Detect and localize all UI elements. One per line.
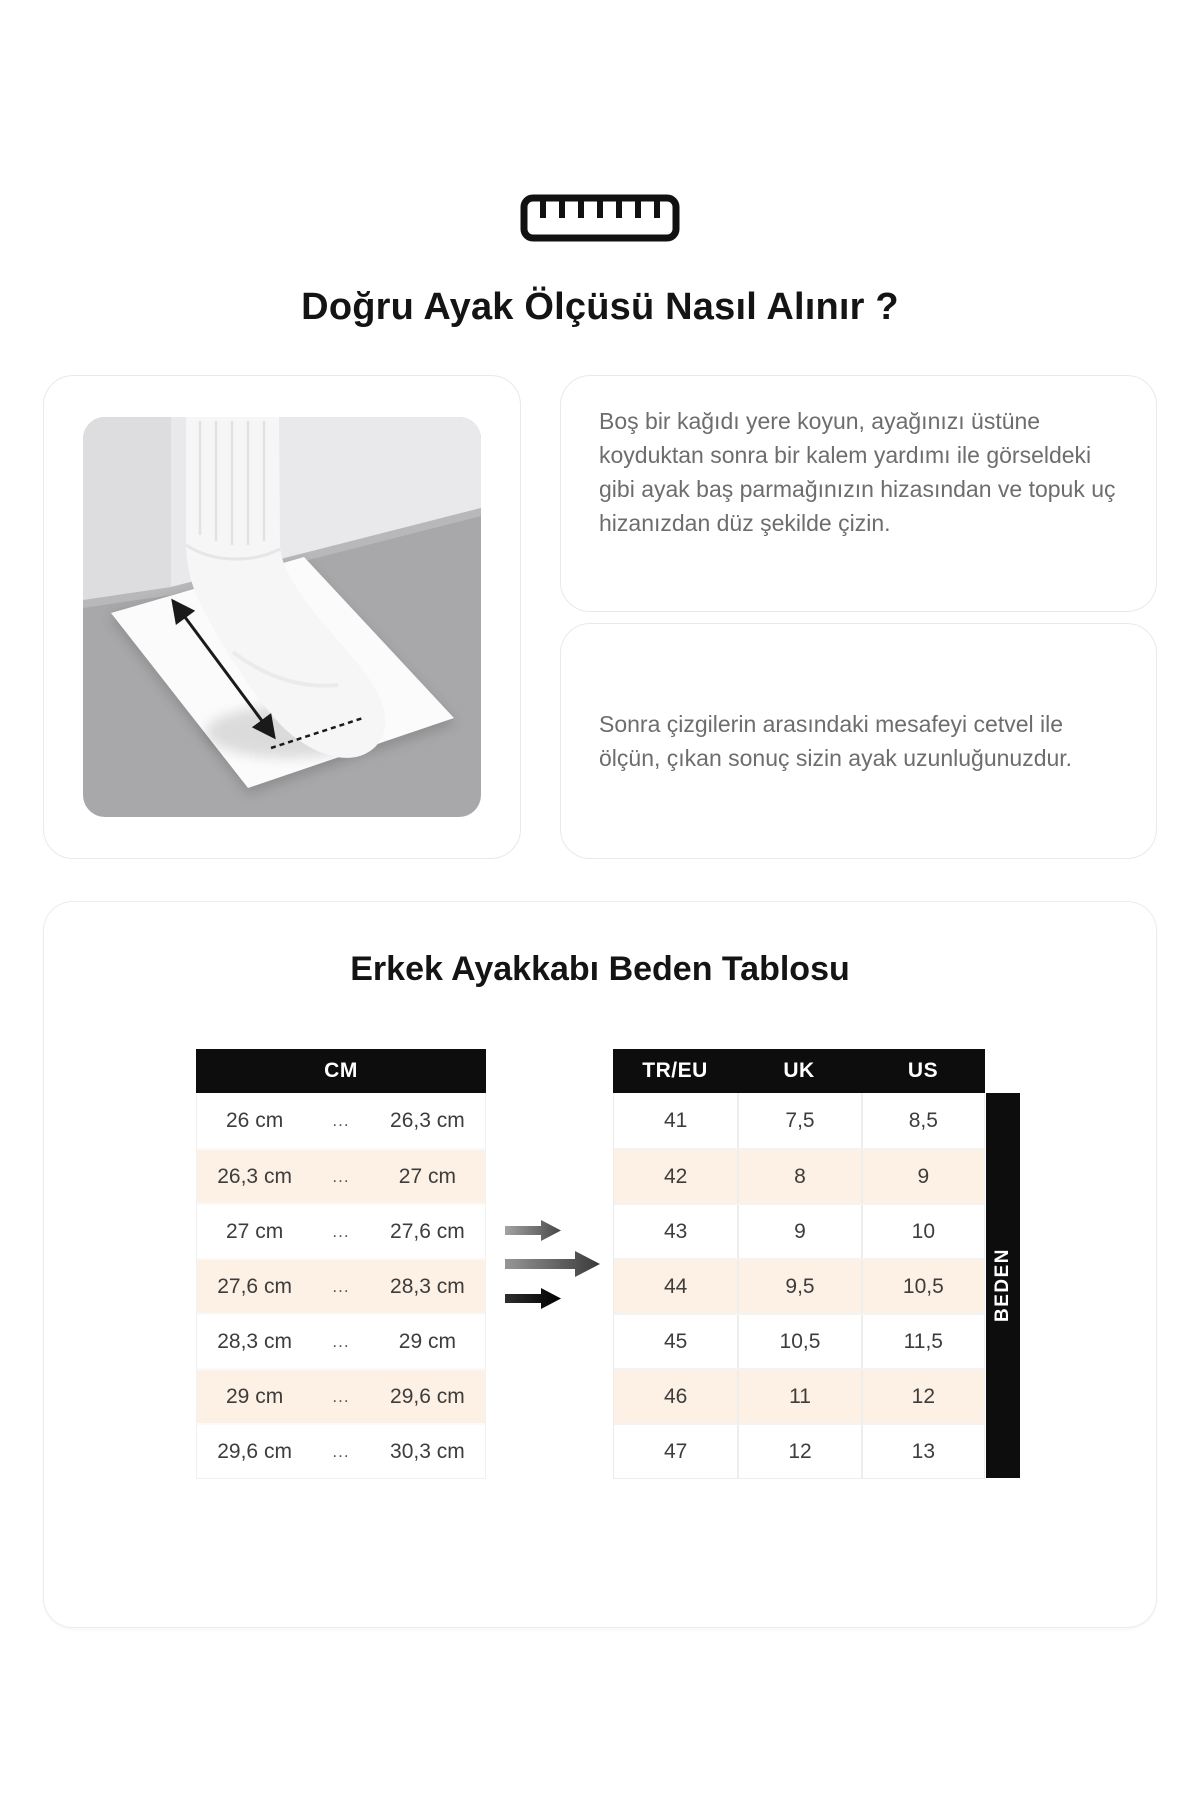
- cm-to: 26,3 cm: [390, 1108, 465, 1132]
- cell-uk: 12: [737, 1425, 860, 1478]
- cm-from: 27,6 cm: [217, 1274, 292, 1298]
- cell-us: 8,5: [861, 1093, 984, 1148]
- col-header-uk: UK: [783, 1059, 815, 1082]
- measure-guide-row: [43, 375, 1157, 859]
- cm-from: 27 cm: [226, 1219, 284, 1243]
- cm-from: 29,6 cm: [217, 1439, 292, 1463]
- ruler-icon: [0, 194, 1200, 242]
- cm-dots: ...: [332, 1276, 350, 1296]
- foot-measure-photo-card: [43, 375, 521, 859]
- cell-us: 9: [861, 1150, 984, 1203]
- table-row: [197, 1203, 485, 1258]
- size-chart-title: Erkek Ayakkabı Beden Tablosu: [350, 950, 850, 988]
- cm-dots: ...: [332, 1386, 350, 1406]
- foot-on-paper-photo: [83, 417, 481, 817]
- photo-wall-left: [83, 417, 171, 600]
- cm-to: 27 cm: [398, 1164, 456, 1188]
- cell-uk: 11: [737, 1370, 860, 1423]
- cm-from: 26,3 cm: [217, 1164, 292, 1188]
- table-row: [197, 1313, 485, 1368]
- cm-to: 27,6 cm: [390, 1219, 465, 1243]
- cm-from: 28,3 cm: [217, 1329, 292, 1353]
- arrow-bottom: [505, 1288, 561, 1309]
- cell-tr-eu: 43: [663, 1219, 688, 1243]
- instruction-step-1: Boş bir kağıdı yere koyun, ayağınızı üstüne koyduktan sonra bir kalem yardımı ile görseldeki gibi ayak baş parmağınızın hizasından ve topuk uç hizanızdan düz şekilde çizin.: [560, 375, 1157, 612]
- cm-dots: ...: [332, 1110, 350, 1130]
- cm-dots: ...: [332, 1166, 350, 1186]
- table-row: [614, 1203, 984, 1258]
- cm-from: 29 cm: [226, 1384, 284, 1408]
- col-header-us: US: [907, 1059, 939, 1082]
- cell-us: 10: [861, 1205, 984, 1258]
- instructions-column: [560, 375, 1157, 859]
- instruction-step-2: [560, 623, 1157, 860]
- cell-uk: 9,5: [737, 1260, 860, 1313]
- size-chart-section: [43, 901, 1157, 1628]
- cell-tr-eu: 47: [663, 1439, 688, 1463]
- beden-side-bar: [986, 1093, 1020, 1478]
- arrow-top: [505, 1220, 561, 1241]
- cm-to: 29 cm: [398, 1329, 456, 1353]
- conversion-arrows-icon: [503, 1218, 603, 1315]
- cell-tr-eu: 45: [663, 1329, 688, 1353]
- cm-table-header: [196, 1049, 486, 1093]
- cm-dots: ...: [332, 1331, 350, 1351]
- table-row: [197, 1093, 485, 1148]
- arrow-middle: [505, 1251, 600, 1277]
- cm-to: 30,3 cm: [390, 1439, 465, 1463]
- col-header-tr-eu: TR/EU: [642, 1059, 708, 1082]
- cm-from: 26 cm: [226, 1108, 284, 1132]
- cell-uk: 8: [737, 1150, 860, 1203]
- table-row: [197, 1148, 485, 1203]
- table-row: [614, 1313, 984, 1368]
- table-row: [197, 1258, 485, 1313]
- cell-us: 12: [861, 1370, 984, 1423]
- size-table: [613, 1049, 985, 1479]
- page-title: Doğru Ayak Ölçüsü Nasıl Alınır ?: [301, 286, 899, 328]
- table-row: [614, 1368, 984, 1423]
- table-row: [614, 1423, 984, 1478]
- cell-us: 13: [861, 1425, 984, 1478]
- table-row: [614, 1093, 984, 1148]
- table-row: [197, 1368, 485, 1423]
- cm-table-body: [196, 1093, 486, 1479]
- cm-to: 28,3 cm: [390, 1274, 465, 1298]
- size-table-body: [613, 1093, 985, 1479]
- cell-uk: 7,5: [737, 1093, 860, 1148]
- size-table-header: [613, 1049, 985, 1093]
- cm-header-label: CM: [324, 1059, 358, 1082]
- cell-tr-eu: 42: [663, 1164, 688, 1188]
- cm-table: [196, 1049, 486, 1479]
- cm-dots: ...: [332, 1221, 350, 1241]
- beden-label: BEDEN: [992, 1248, 1013, 1323]
- instruction-step-2-text: Sonra çizgilerin arasındaki mesafeyi cetvel ile ölçün, çıkan sonuç sizin ayak uzunluğunuzdur.: [599, 710, 1073, 771]
- cell-us: 11,5: [861, 1315, 984, 1368]
- cell-tr-eu: 46: [663, 1384, 688, 1408]
- cell-uk: 10,5: [737, 1315, 860, 1368]
- table-row: [614, 1258, 984, 1313]
- cell-tr-eu: 41: [663, 1108, 688, 1132]
- table-row: [614, 1148, 984, 1203]
- cell-tr-eu: 44: [663, 1274, 688, 1298]
- table-row: [197, 1423, 485, 1478]
- cm-dots: ...: [332, 1441, 350, 1461]
- ruler-icon-svg: [520, 194, 680, 242]
- cell-us: 10,5: [861, 1260, 984, 1313]
- cm-to: 29,6 cm: [390, 1384, 465, 1408]
- cell-uk: 9: [737, 1205, 860, 1258]
